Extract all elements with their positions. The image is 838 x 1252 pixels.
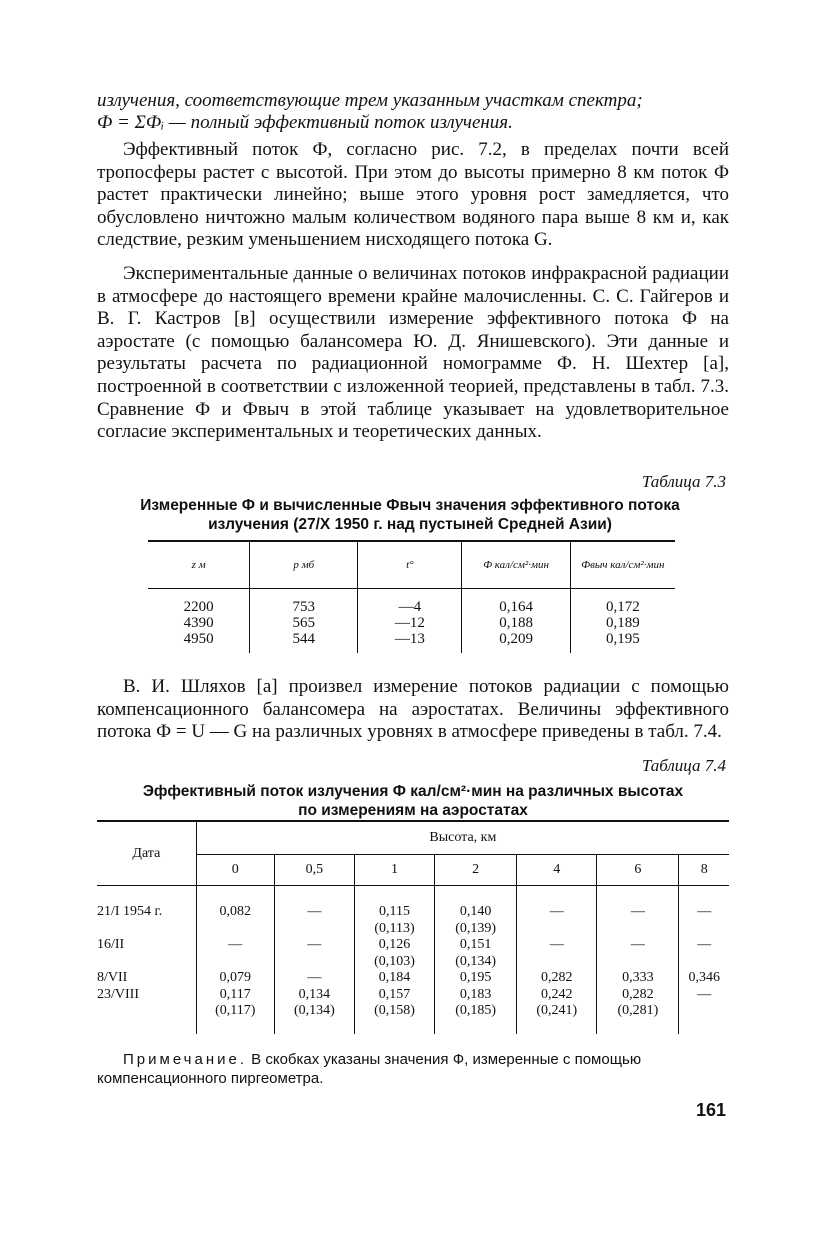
cell-value: — — [196, 937, 274, 970]
cell-value: 0,242 (0,241) — [517, 987, 597, 1034]
table-7-4-title-line-1: Эффективный поток излучения Ф кал/см²·мин на различных высотах — [142, 783, 684, 800]
table-header-row — [148, 541, 675, 589]
table-note — [97, 1050, 729, 1088]
note-text: В скобках указаны значения Ф, измеренные с помощью компенсационного пиргеометра. — [97, 1051, 642, 1087]
paragraph-3: В. И. Шляхов [а] произвел измерение потоков радиации с помощью компенсационного балансомера на аэростатах. Величины эффективного потока Ф = U — G на различных уровнях в атмосфере приведены в табл. 7.4. — [97, 676, 729, 743]
cell-date: 23/VIII — [97, 986, 139, 1002]
cell-z: 2200 4390 4950 — [183, 599, 214, 647]
header-t: t° — [358, 541, 462, 589]
table-header-row — [97, 821, 729, 855]
cell-value: 0,195 — [435, 970, 517, 987]
table-7-3-caption: Таблица 7.3 — [641, 472, 726, 491]
cell-value: 0,126 (0,103) — [354, 937, 434, 970]
header-h-0-5: 0,5 — [274, 855, 354, 886]
cell-value: 0,115 (0,113) — [354, 886, 434, 938]
cell-value: 0,117 (0,117) — [196, 987, 274, 1034]
paragraph-1: Эффективный поток Ф, согласно рис. 7.2, в пределах почти всей тропосферы растет с высотой. При этом до высоты примерно 8 км поток Ф растет практически линейно; выше этого уровня рост замедляется, что обусловлено ничтожно малым количеством водяного пара выше 8 км и, как следствие, резким уменьшением нисходящего потока G. — [97, 139, 729, 251]
header-phi: Ф кал/см²·мин — [462, 541, 570, 589]
cell-value: — — [274, 970, 354, 987]
cell-value: 0,134 (0,134) — [274, 987, 354, 1034]
intro-line-2: Ф = ΣФᵢ — полный эффективный поток излучения. — [97, 112, 513, 133]
cell-phi: 0,164 0,188 0,209 — [462, 589, 570, 654]
cell-p: 753 565 544 — [250, 589, 358, 654]
table-row — [97, 886, 729, 938]
header-z: z м — [148, 541, 250, 589]
cell-value: — — [274, 937, 354, 970]
table-7-4-body — [97, 886, 729, 1034]
cell-value: 0,346 — [679, 970, 729, 987]
header-height: Высота, км — [196, 821, 729, 855]
table-row — [97, 937, 729, 970]
table-row — [148, 589, 675, 654]
cell-value: — — [517, 886, 597, 938]
cell-date: 21/I 1954 г. — [97, 904, 163, 919]
table-7-3-title: Измеренные Ф и вычисленные Фвыч значения эффективного потока излучения (27/X 1950 г. над пустыней Средней Азии) — [140, 497, 680, 533]
cell-value: — — [679, 987, 729, 1034]
header-p: p мб — [250, 541, 358, 589]
cell-date: 16/II — [97, 937, 125, 952]
table-7-4-title-line-2: по измерениям на аэростатах — [298, 802, 528, 819]
header-h-6: 6 — [597, 855, 679, 886]
header-h-4: 4 — [517, 855, 597, 886]
cell-value: — — [679, 937, 729, 970]
table-7-4 — [97, 820, 729, 1034]
cell-value: — — [274, 886, 354, 938]
cell-value: 0,140 (0,139) — [435, 886, 517, 938]
cell-value: — — [679, 886, 729, 938]
header-h-2: 2 — [435, 855, 517, 886]
cell-value: 0,157 (0,158) — [354, 987, 434, 1034]
cell-phi-calc: 0,172 0,189 0,195 — [570, 589, 675, 654]
cell-value: 0,082 — [196, 886, 274, 938]
header-phi-calc: Фвыч кал/см²·мин — [570, 541, 675, 589]
cell-value: 0,183 (0,185) — [435, 987, 517, 1034]
table-7-4-title — [97, 782, 729, 820]
header-h-0: 0 — [196, 855, 274, 886]
cell-value: 0,282 (0,281) — [597, 987, 679, 1034]
intro-line-1: излучения, соответствующие трем указанным участкам спектра; — [97, 90, 643, 111]
page-number: 161 — [695, 1100, 726, 1120]
paragraph-2: Экспериментальные данные о величинах потоков инфракрасной радиации в атмосфере до настоящего времени крайне малочисленны. С. С. Гайгеров и В. Г. Кастров [в] осуществили измерение эффективного потока Ф на аэростате (с помощью балансомера Ю. Д. Янишевского). Эти данные и результаты расчета по радиационной номограмме Ф. Н. Шехтер [а], построенной в соответствии с изложенной теорией, представлены в табл. 7.3. Сравнение Ф и Фвыч в этой таблице указывает на удовлетворительное согласие экспериментальных и теоретических данных. — [97, 263, 729, 443]
cell-value: — — [597, 937, 679, 970]
cell-value: — — [517, 937, 597, 970]
cell-value: — — [597, 886, 679, 938]
cell-t: —4 —12 —13 — [358, 589, 462, 654]
cell-date: 8/VII — [97, 970, 128, 985]
table-row — [97, 970, 729, 987]
note-label: Примечание. — [123, 1051, 247, 1068]
cell-value: 0,079 — [196, 970, 274, 987]
table-row — [97, 987, 729, 1034]
header-h-8: 8 — [679, 855, 729, 886]
cell-value: 0,184 — [354, 970, 434, 987]
table-7-4-caption: Таблица 7.4 — [641, 756, 726, 775]
cell-value: 0,282 — [517, 970, 597, 987]
table-7-3 — [148, 540, 675, 653]
cell-value: 0,333 — [597, 970, 679, 987]
header-h-1: 1 — [354, 855, 434, 886]
header-date: Дата — [97, 821, 196, 886]
cell-value: 0,151 (0,134) — [435, 937, 517, 970]
